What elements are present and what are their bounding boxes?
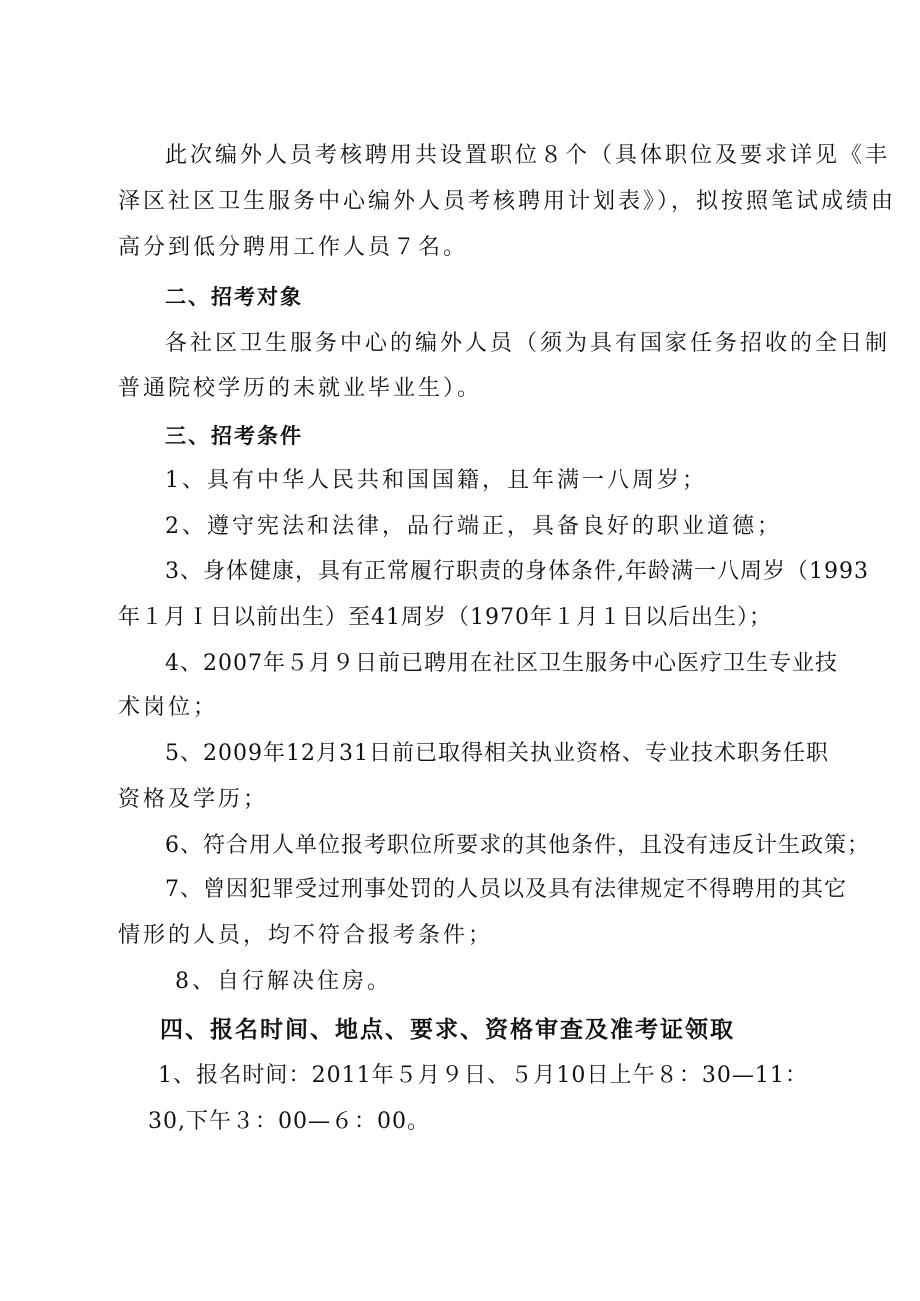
condition-item-1: 1、具有中华人民共和国国籍，且年满一八周岁； [165, 468, 707, 493]
condition-item-8: 8、自行解决住房。 [175, 969, 392, 994]
condition-item-3-line-2: 年１月Ｉ日以前出生）至41周岁（1970年１月１日以后出生）； [118, 605, 772, 630]
condition-item-4-line-1: 4、2007年５月９日前已聘用在社区卫生服务中心医疗卫生专业技 [165, 651, 838, 676]
condition-item-2: 2、遵守宪法和法律，品行端正，具备良好的职业道德； [165, 514, 782, 539]
condition-item-6: 6、符合用人单位报考职位所要求的其他条件，且没有违反计生政策； [165, 833, 870, 858]
section-heading-4: 四、报名时间、地点、要求、资格审查及准考证领取 [160, 1016, 735, 1043]
section4-line-1: 1、报名时间：2011年５月９日、５月10日上午８：30—11： [158, 1063, 808, 1088]
condition-item-4-line-2: 术岗位； [118, 695, 219, 720]
section-heading-2: 二、招考对象 [165, 285, 303, 309]
section4-line-2: 30,下午３：00—６：00。 [148, 1109, 430, 1134]
intro-line-1: 此次编外人员考核聘用共设置职位８个（具体职位及要求详见《丰 [165, 143, 891, 168]
condition-item-7-line-2: 情形的人员，均不符合报考条件； [118, 923, 494, 948]
condition-item-7-line-1: 7、曾因犯罪受过刑事处罚的人员以及具有法律规定不得聘用的其它 [165, 877, 847, 902]
section2-line-2: 普通院校学历的未就业毕业生）。 [118, 376, 483, 401]
condition-item-5-line-1: 5、2009年12月31日前已取得相关执业资格、专业技术职务任职 [165, 741, 829, 766]
intro-line-3: 高分到低分聘用工作人员７名。 [118, 235, 469, 260]
condition-item-5-line-2: 资格及学历； [118, 787, 269, 812]
condition-item-3-line-1: 3、身体健康，具有正常履行职责的身体条件,年龄满一八周岁（1993 [165, 559, 869, 584]
intro-line-2: 泽区社区卫生服务中心编外人员考核聘用计划表》），拟按照笔试成绩由 [118, 189, 897, 214]
section-heading-3: 三、招考条件 [165, 424, 303, 448]
section2-line-1: 各社区卫生服务中心的编外人员（须为具有国家任务招收的全日制 [165, 331, 891, 356]
